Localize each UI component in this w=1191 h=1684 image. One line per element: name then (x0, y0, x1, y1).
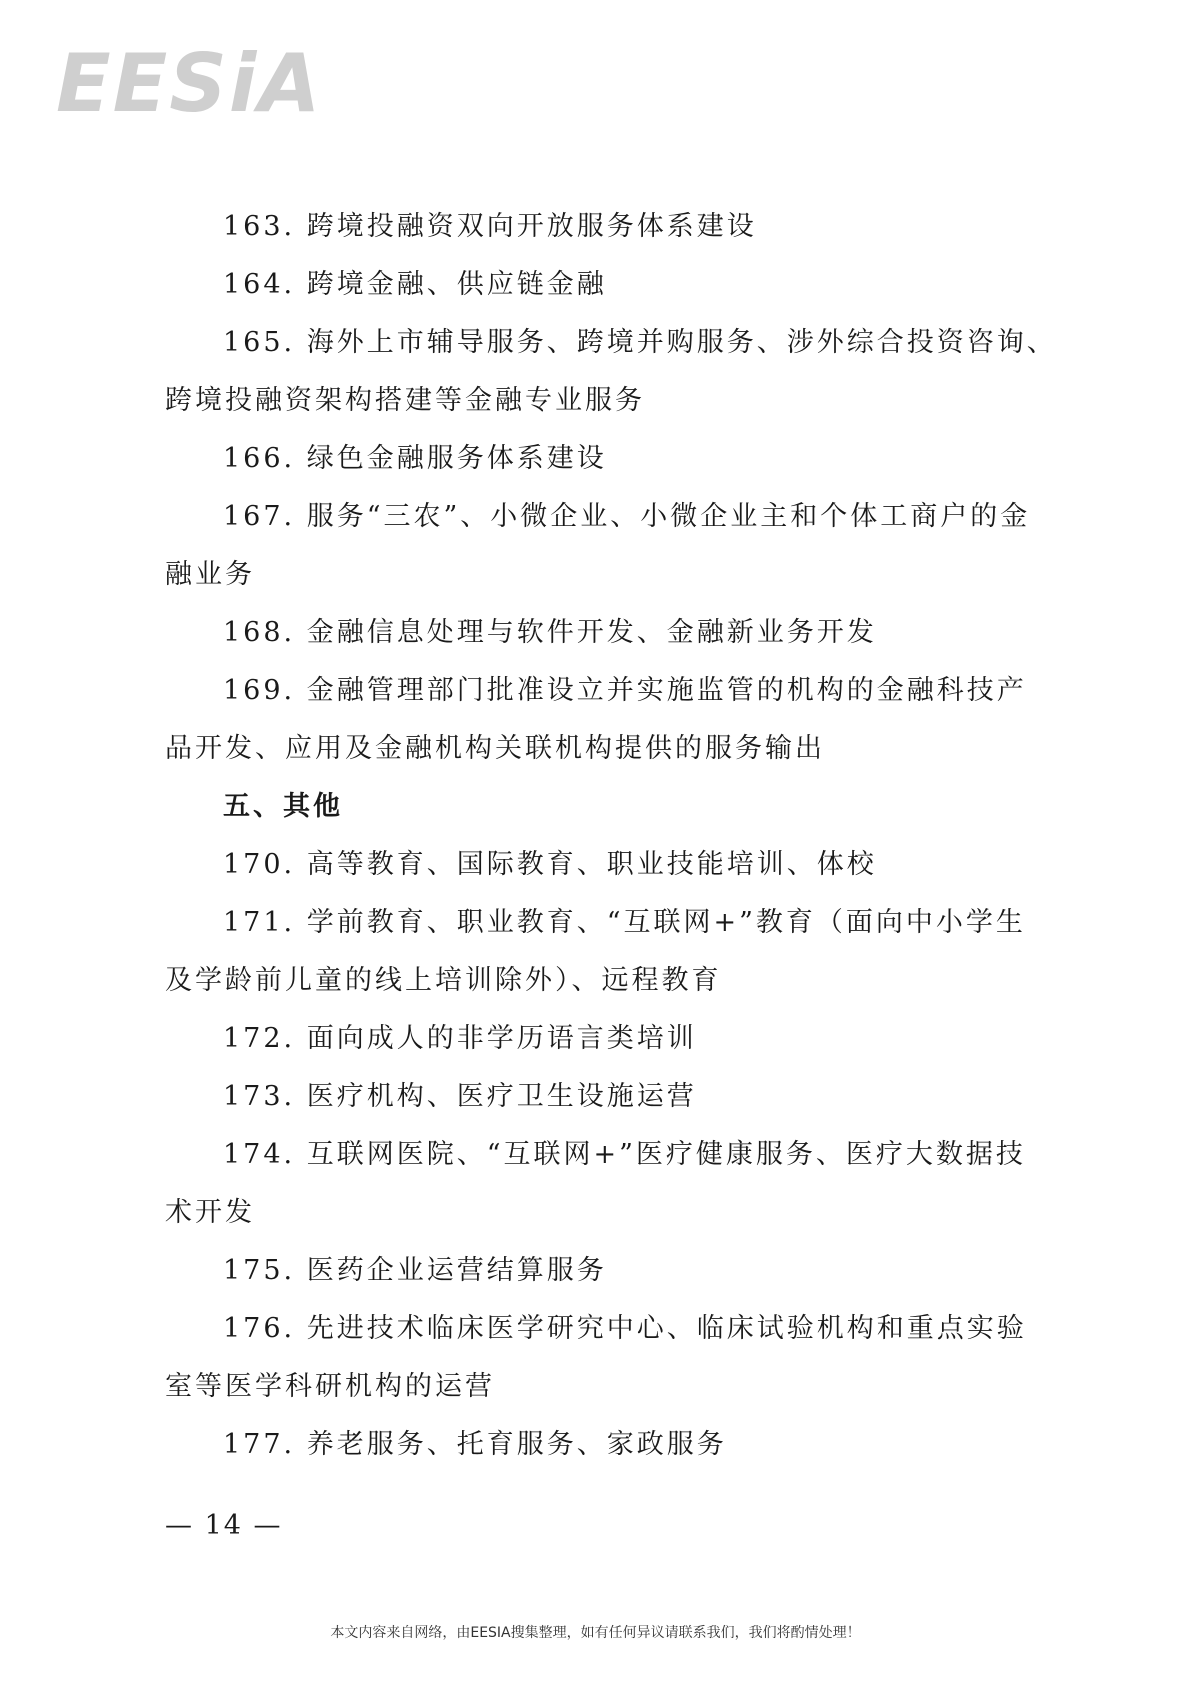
list-item-line: 174. 互联网医院、“互联网+”医疗健康服务、医疗大数据技 (223, 1139, 1026, 1170)
list-item-line: 166. 绿色金融服务体系建设 (223, 443, 607, 474)
footer-disclaimer: 本文内容来自网络，由EESIA搜集整理，如有任何异议请联系我们，我们将酌情处理！ (330, 1625, 861, 1641)
list-item (165, 1068, 1045, 1126)
list-item (165, 1416, 1045, 1474)
list-item (165, 662, 1045, 778)
list-item-line: 175. 医药企业运营结算服务 (223, 1255, 607, 1286)
section-heading: 五、其他 (223, 791, 343, 822)
list-item (165, 314, 1057, 430)
list-item (165, 256, 1045, 314)
list-item-line: 170. 高等教育、国际教育、职业技能培训、体校 (223, 849, 877, 880)
list-item-line: 及学龄前儿童的线上培训除外）、远程教育 (165, 965, 722, 996)
document-body (165, 198, 1057, 1474)
eesia-logo: EESiA (56, 37, 323, 130)
list-item-line: 164. 跨境金融、供应链金融 (223, 269, 607, 300)
list-item-line: 融业务 (165, 559, 255, 590)
list-item (165, 1010, 1045, 1068)
list-item (165, 1300, 1045, 1416)
list-item-line: 165. 海外上市辅导服务、跨境并购服务、涉外综合投资咨询、 (223, 327, 1057, 358)
list-item (165, 430, 1045, 488)
list-item-line: 173. 医疗机构、医疗卫生设施运营 (223, 1081, 697, 1112)
list-item-line: 跨境投融资架构搭建等金融专业服务 (165, 385, 645, 416)
list-item (165, 198, 1045, 256)
list-item-line: 176. 先进技术临床医学研究中心、临床试验机构和重点实验 (223, 1313, 1027, 1344)
page-number: — 14 — (165, 1510, 283, 1541)
list-item (165, 836, 1045, 894)
list-item-line: 品开发、应用及金融机构关联机构提供的服务输出 (165, 733, 825, 764)
list-item-line: 171. 学前教育、职业教育、“互联网+”教育（面向中小学生 (223, 907, 1026, 938)
list-item-line: 术开发 (165, 1197, 255, 1228)
list-item (165, 894, 1045, 1010)
list-item-line: 室等医学科研机构的运营 (165, 1371, 495, 1402)
list-item (165, 1242, 1045, 1300)
list-item-line: 172. 面向成人的非学历语言类培训 (223, 1023, 697, 1054)
list-item (165, 604, 1045, 662)
list-item-line: 177. 养老服务、托育服务、家政服务 (223, 1429, 727, 1460)
list-item-line: 169. 金融管理部门批准设立并实施监管的机构的金融科技产 (223, 675, 1027, 706)
list-item-line: 167. 服务“三农”、小微企业、小微企业主和个体工商户的金 (223, 501, 1031, 532)
list-item (165, 1126, 1045, 1242)
list-item-line: 163. 跨境投融资双向开放服务体系建设 (223, 211, 757, 242)
list-item-line: 168. 金融信息处理与软件开发、金融新业务开发 (223, 617, 877, 648)
list-item (165, 488, 1045, 604)
